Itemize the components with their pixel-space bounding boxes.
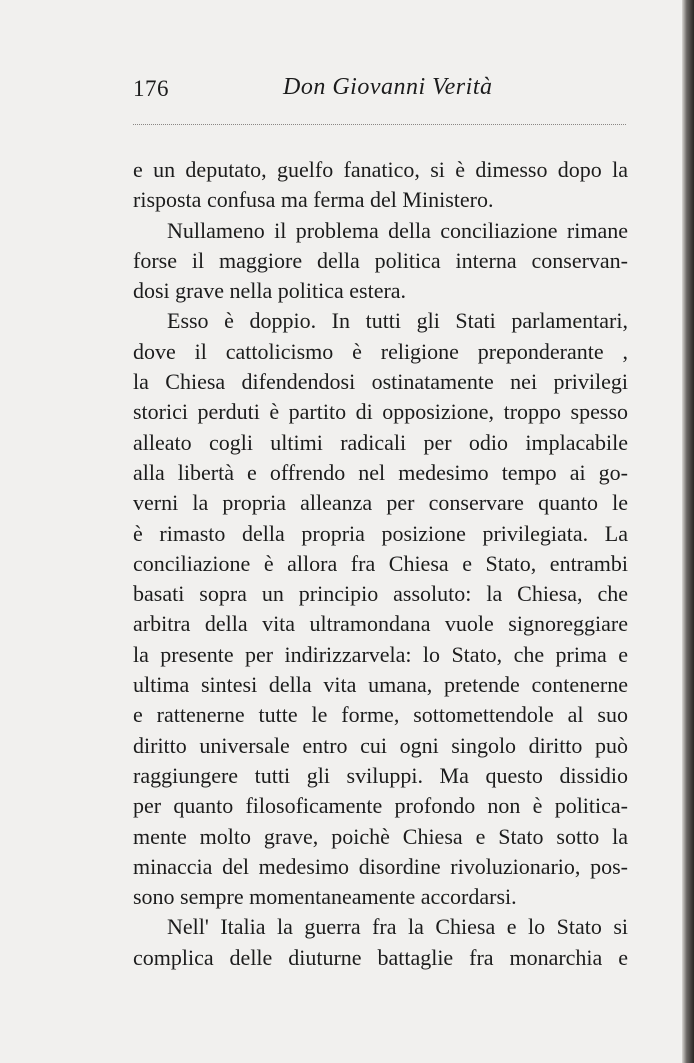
page-spine-edge	[682, 0, 694, 1063]
text-line: e un deputato, guelfo fanatico, si è dimesso dopo la	[133, 157, 628, 182]
text-line: basati sopra un principio assoluto: la Chiesa, che	[133, 581, 628, 607]
text-line: minaccia del medesimo disordine rivoluzionario, pos-	[133, 853, 628, 879]
text-line: diritto universale entro cui ogni singolo diritto può	[133, 732, 628, 758]
text-line: Esso è doppio. In tutti gli Stati parlamentari,	[167, 308, 628, 334]
text-line: dove il cattolicismo è religione preponderante ,	[133, 338, 628, 364]
text-line: complica delle diuturne battaglie fra monarchia e	[133, 944, 628, 970]
text-line: dosi grave nella politica estera.	[133, 278, 407, 304]
text-line: Nullameno il problema della conciliazione rimane	[167, 217, 628, 243]
text-line: ultima sintesi della vita umana, pretende contenerne	[133, 672, 628, 698]
text-line: verni la propria alleanza per conservare quanto le	[133, 490, 628, 516]
text-line: alla libertà e offrendo nel medesimo tempo ai go-	[133, 459, 628, 485]
page-number: 176	[133, 76, 169, 101]
text-line: la presente per indirizzarvela: lo Stato, che prima e	[133, 641, 628, 667]
text-line: forse il maggiore della politica interna conservan-	[133, 247, 628, 273]
text-line: la Chiesa difendendosi ostinatamente nei privilegi	[133, 369, 628, 395]
body-text	[133, 155, 628, 973]
text-line: alleato cogli ultimi radicali per odio implacabile	[133, 429, 628, 455]
text-line: e rattenerne tutte le forme, sottomettendole al suo	[133, 702, 628, 728]
text-line: storici perduti è partito di opposizione, troppo spesso	[133, 399, 628, 425]
text-line: mente molto grave, poichè Chiesa e Stato sotto la	[133, 823, 628, 849]
text-line: risposta confusa ma ferma del Ministero.	[133, 187, 494, 213]
text-line: Nell' Italia la guerra fra la Chiesa e lo Stato si	[167, 914, 628, 940]
text-line: per quanto filosoficamente profondo non è politica-	[133, 793, 628, 819]
running-head	[133, 70, 628, 110]
text-line: sono sempre momentaneamente accordarsi.	[133, 884, 517, 910]
text-line: raggiungere tutti gli sviluppi. Ma questo dissidio	[133, 762, 628, 788]
text-line: è rimasto della propria posizione privilegiata. La	[133, 520, 628, 546]
header-rule	[133, 124, 626, 125]
text-line: conciliazione è allora fra Chiesa e Stato, entrambi	[133, 550, 628, 576]
running-title: Don Giovanni Verità	[283, 74, 493, 100]
text-line: arbitra della vita ultramondana vuole signoreggiare	[133, 611, 628, 637]
